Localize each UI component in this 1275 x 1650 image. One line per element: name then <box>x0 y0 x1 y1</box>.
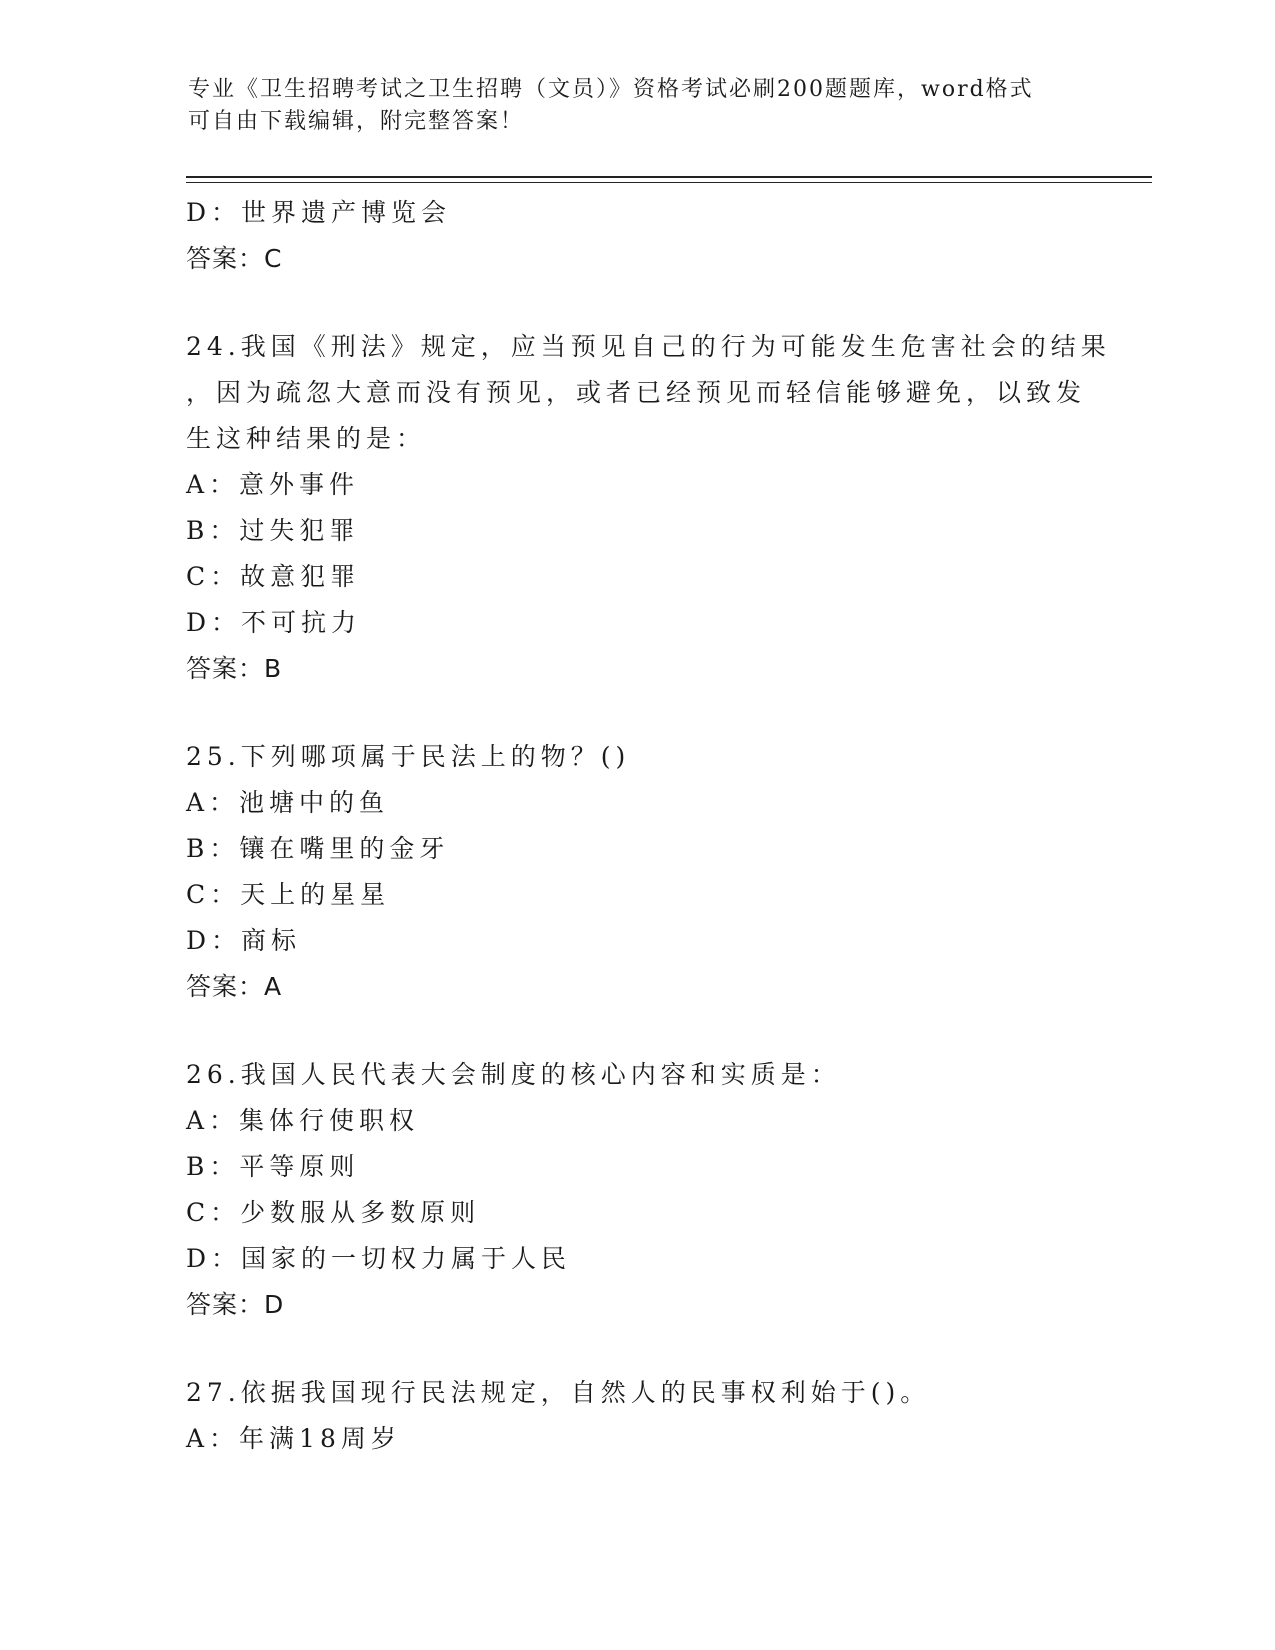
question-stem-line: 24.我国《刑法》规定，应当预见自己的行为可能发生危害社会的结果 <box>186 332 1111 361</box>
spacer <box>186 1328 1086 1370</box>
option-c: C：故意犯罪 <box>186 562 361 591</box>
answer-line: 答案：B <box>186 654 283 683</box>
question-stem-line: ，因为疏忽大意而没有预见，或者已经预见而轻信能够避免，以致发 <box>186 378 1087 407</box>
spacer <box>186 692 1086 734</box>
header-divider-thick <box>186 176 1152 178</box>
option-d: D：国家的一切权力属于人民 <box>186 1244 572 1273</box>
document-header <box>188 74 1088 138</box>
header-divider-thin <box>186 182 1152 183</box>
question-stem-line: 25.下列哪项属于民法上的物？() <box>186 742 631 771</box>
option-b: B：平等原则 <box>186 1152 360 1181</box>
question-27 <box>186 1370 1086 1462</box>
option-a: A：年满18周岁 <box>186 1424 401 1453</box>
answer-line: 答案：A <box>186 972 283 1001</box>
question-list <box>186 190 1111 1462</box>
spacer <box>186 1010 1086 1052</box>
header-title-line-1: 专业《卫生招聘考试之卫生招聘（文员）》资格考试必刷200题题库，word格式 <box>188 77 1034 102</box>
option-d: D：不可抗力 <box>186 608 362 637</box>
prev-option-d: D：世界遗产博览会 <box>186 198 452 227</box>
question-stem-line: 27.依据我国现行民法规定，自然人的民事权利始于()。 <box>186 1378 931 1407</box>
option-a: A：池塘中的鱼 <box>186 788 390 817</box>
option-a: A：集体行使职权 <box>186 1106 420 1135</box>
spacer <box>186 282 1086 324</box>
question-25 <box>186 734 1086 1010</box>
question-26 <box>186 1052 1086 1328</box>
question-stem-line: 26.我国人民代表大会制度的核心内容和实质是： <box>186 1060 841 1089</box>
question-stem-line: 生这种结果的是： <box>186 424 427 453</box>
question-24 <box>186 324 1111 692</box>
answer-line: 答案：D <box>186 1290 285 1319</box>
option-b: B：镶在嘴里的金牙 <box>186 834 450 863</box>
header-title-line-2: 可自由下载编辑，附完整答案！ <box>188 109 525 134</box>
option-a: A：意外事件 <box>186 470 360 499</box>
option-d: D：商标 <box>186 926 302 955</box>
prev-answer: 答案：C <box>186 244 283 273</box>
option-c: C：天上的星星 <box>186 880 391 909</box>
option-c: C：少数服从多数原则 <box>186 1198 481 1227</box>
option-b: B：过失犯罪 <box>186 516 360 545</box>
